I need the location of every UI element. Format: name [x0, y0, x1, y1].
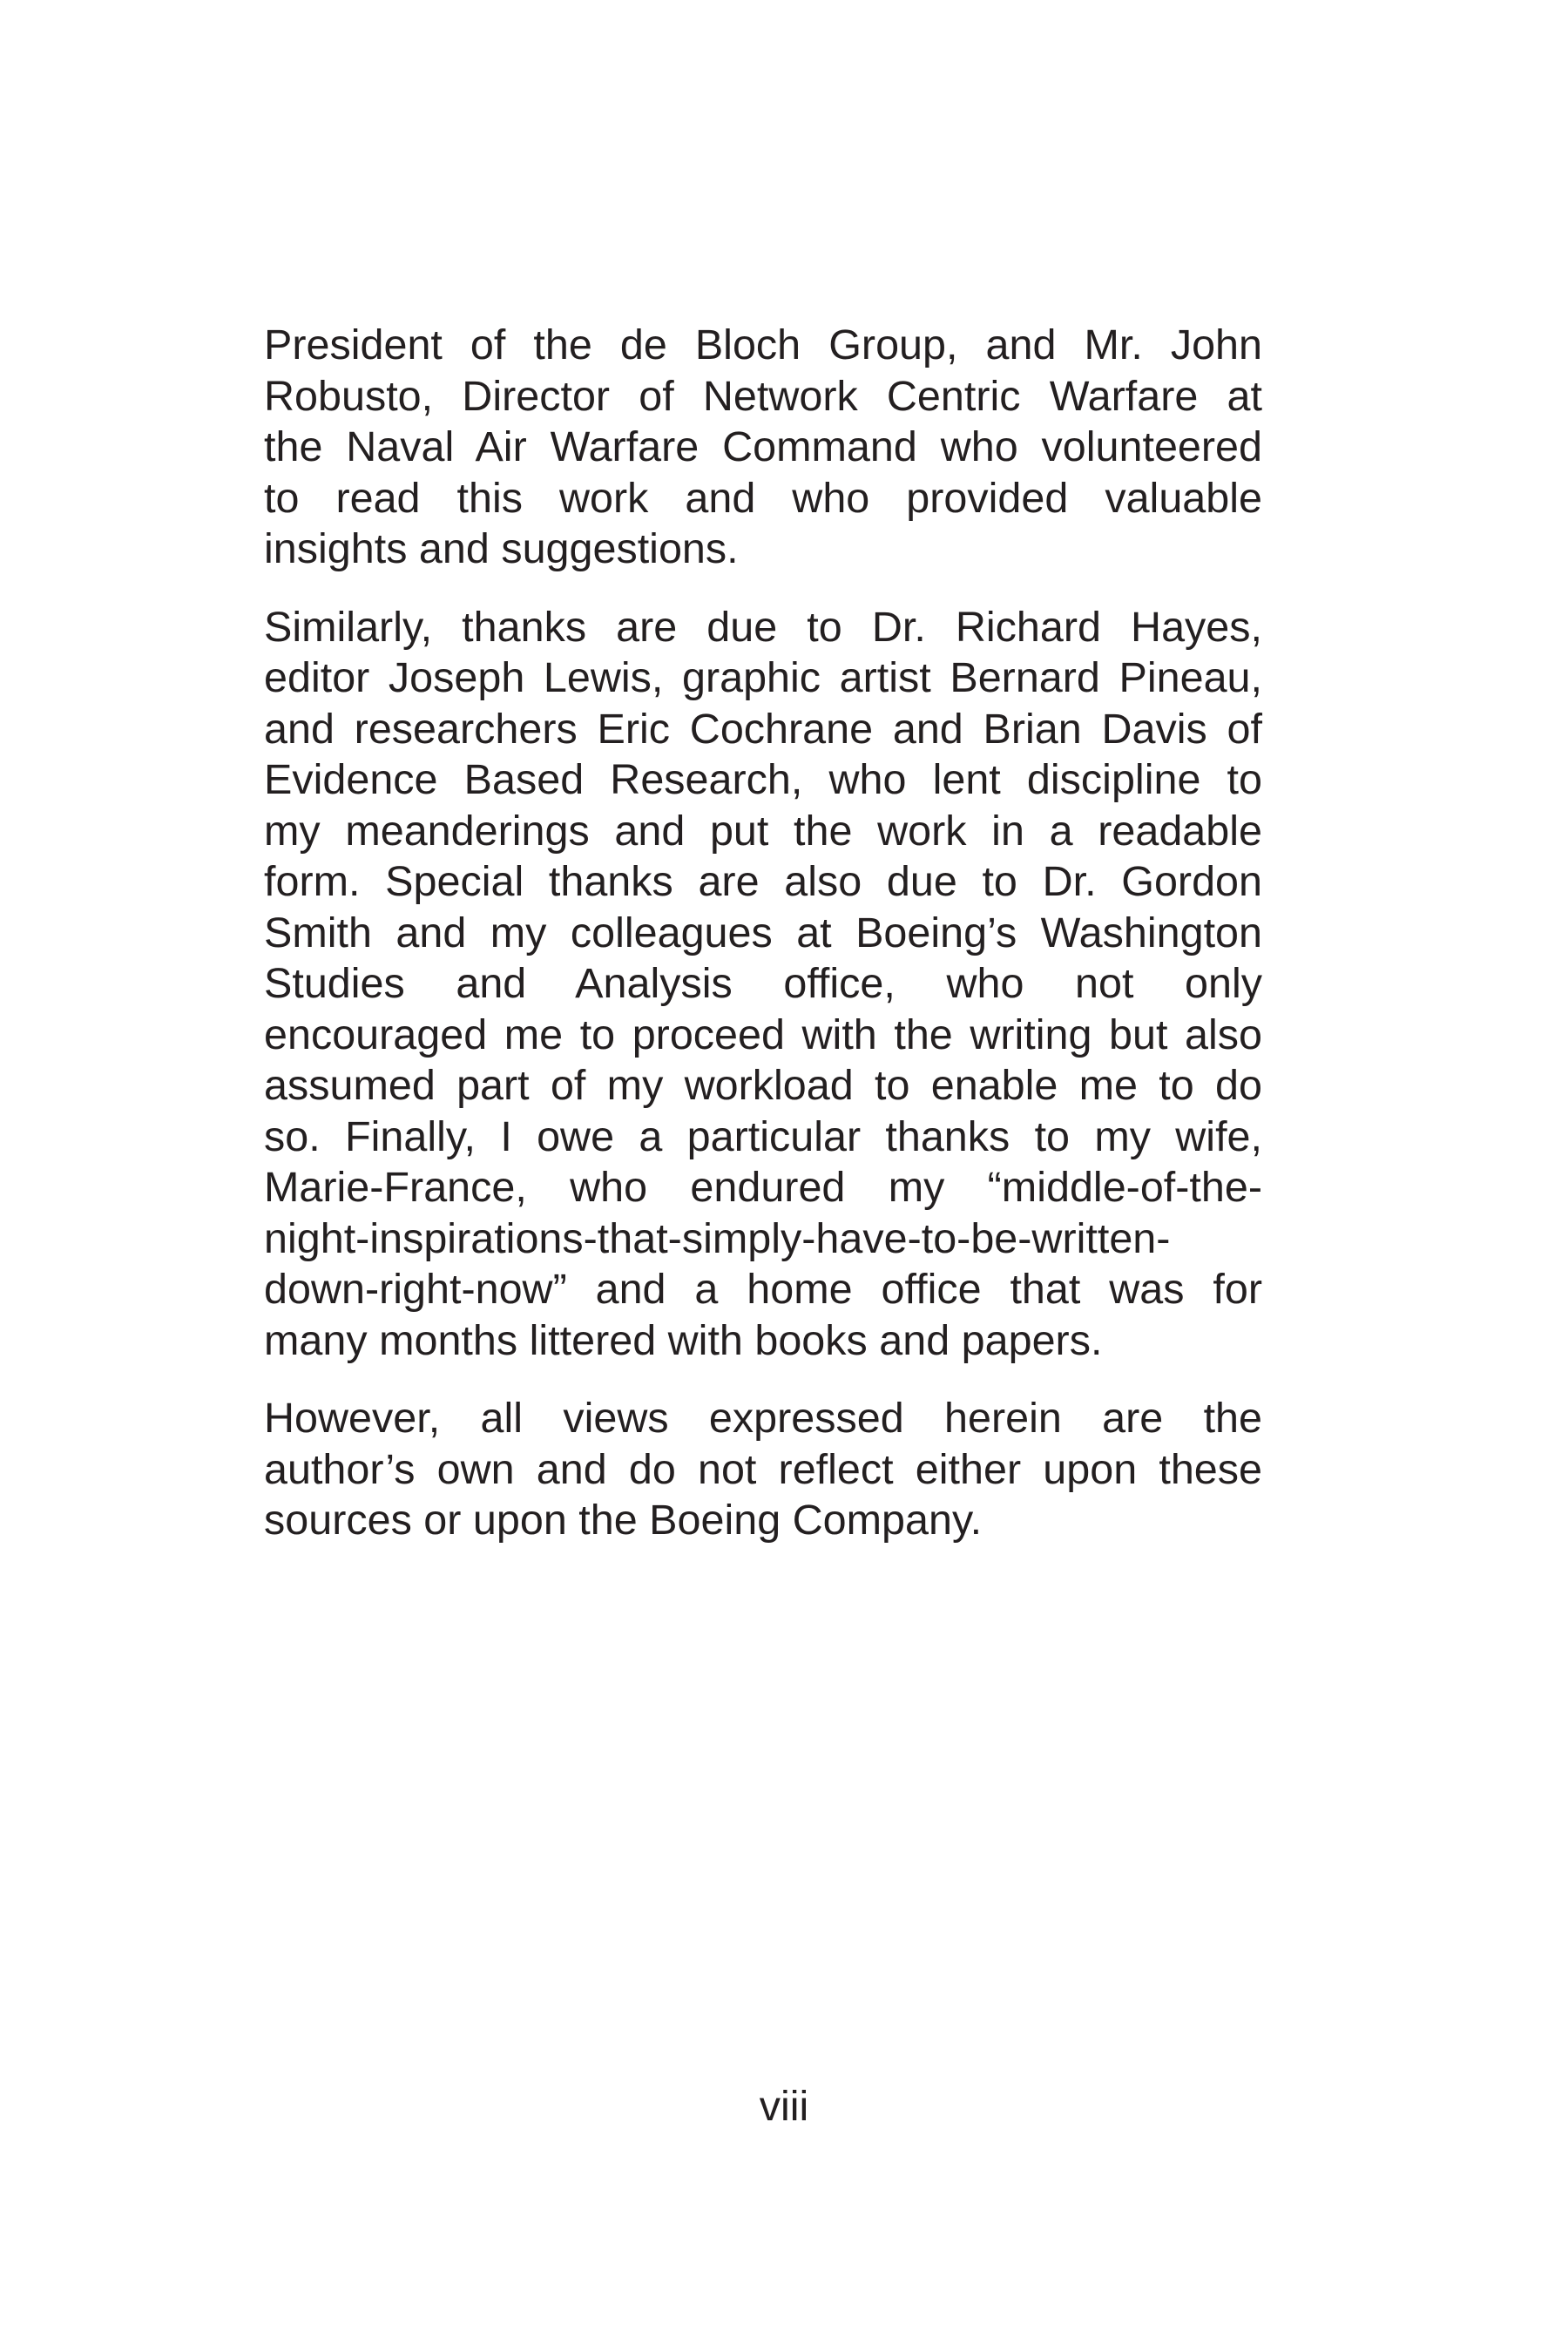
text-line: assumed part of my workload to enable me to do	[264, 1062, 1262, 1109]
paragraph-disclaimer	[264, 1393, 1262, 1546]
text-line: author’s own and do not reflect either upon these	[264, 1445, 1262, 1493]
text-line: down-right-now” and a home office that was for	[264, 1266, 1262, 1313]
text-line: night-inspirations-that-simply-have-to-be-written-	[264, 1214, 1171, 1262]
text-line: so. Finally, I owe a particular thanks to my wife,	[264, 1112, 1262, 1160]
text-line: Robusto, Director of Network Centric Warfare at	[264, 372, 1262, 420]
page-number: viii	[759, 2083, 809, 2130]
text-line: to read this work and who provided valuable	[264, 474, 1262, 522]
text-line: editor Joseph Lewis, graphic artist Bernard Pineau,	[264, 654, 1262, 701]
text-line: Evidence Based Research, who lent discipline to	[264, 756, 1262, 803]
text-line: Studies and Analysis office, who not only	[264, 960, 1262, 1007]
text-line: Similarly, thanks are due to Dr. Richard Hayes,	[264, 603, 1262, 651]
text-line: form. Special thanks are also due to Dr. Gordon	[264, 858, 1262, 905]
text-line: many months littered with books and papers.	[264, 1316, 1103, 1364]
text-line: sources or upon the Boeing Company.	[264, 1497, 983, 1544]
body-text	[264, 320, 1262, 1573]
text-line: Smith and my colleagues at Boeing’s Washington	[264, 909, 1262, 956]
text-line: insights and suggestions.	[264, 525, 739, 572]
text-line: and researchers Eric Cochrane and Brian Davis of	[264, 705, 1262, 753]
text-line: President of the de Bloch Group, and Mr. John	[264, 321, 1262, 368]
text-line: encouraged me to proceed with the writing but also	[264, 1010, 1262, 1058]
text-line: my meanderings and put the work in a readable	[264, 807, 1262, 855]
text-line: the Naval Air Warfare Command who volunteered	[264, 423, 1262, 470]
text-line: However, all views expressed herein are the	[264, 1395, 1262, 1442]
paragraph-acknowledgments-continued	[264, 320, 1262, 575]
text-line: Marie-France, who endured my “middle-of-the-	[264, 1164, 1262, 1211]
paragraph-thanks	[264, 602, 1262, 1367]
